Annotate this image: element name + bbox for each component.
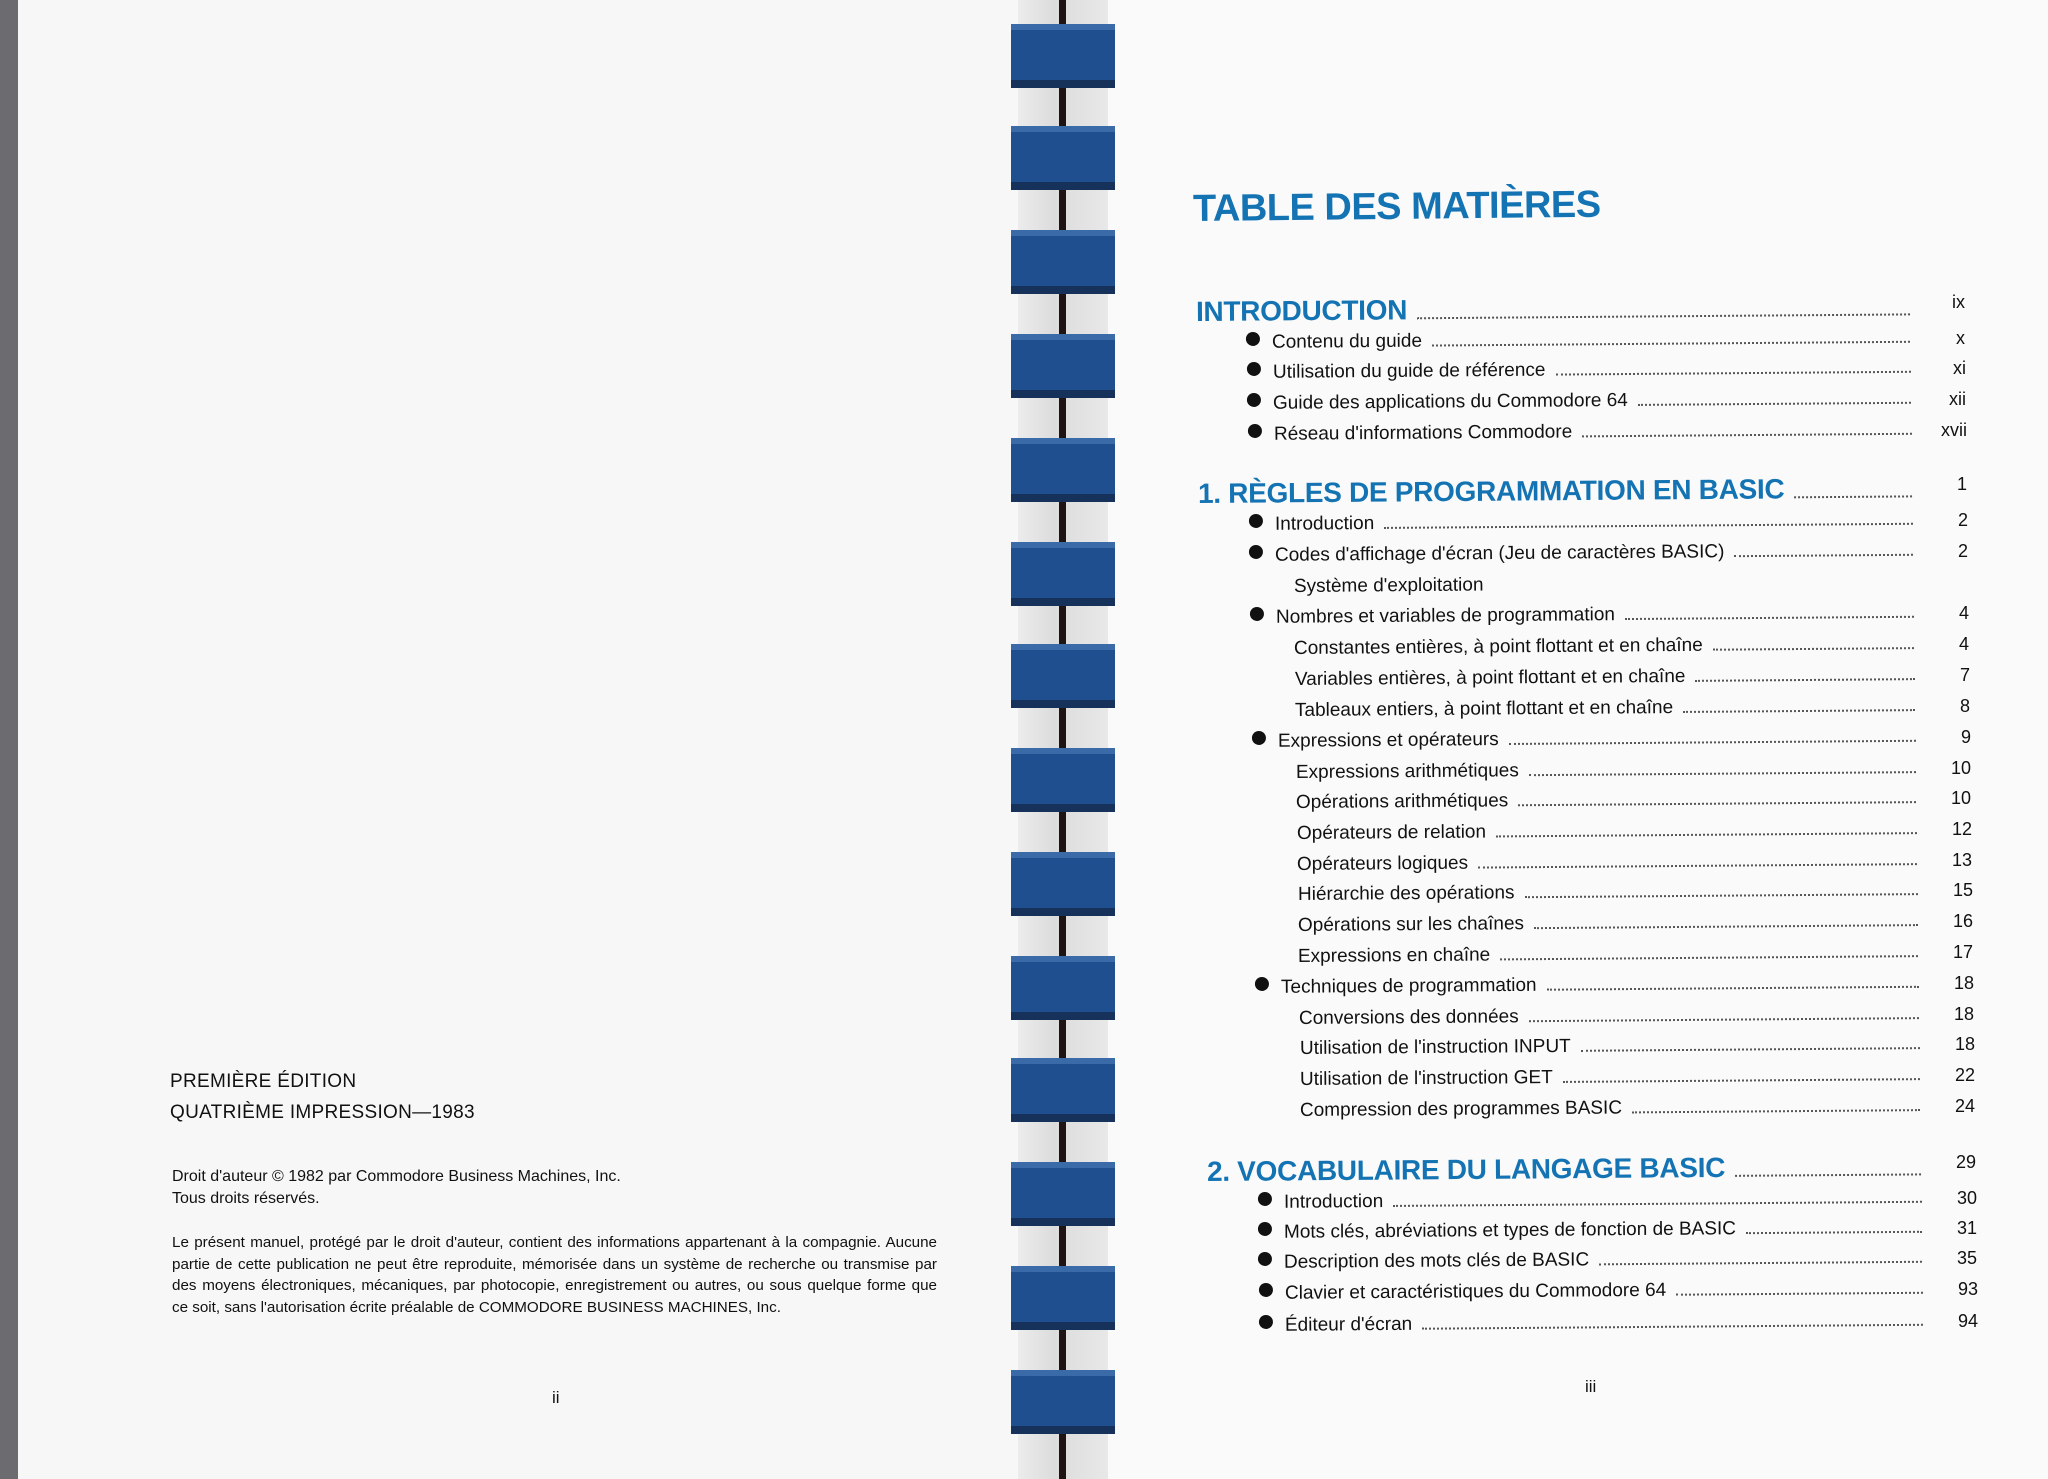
toc-page-number: 16: [1952, 911, 1973, 931]
bullet-icon: [1249, 514, 1263, 528]
toc-entry: [1299, 1003, 1927, 1038]
dot-leader: [1695, 678, 1915, 682]
book-edge: [0, 0, 18, 1479]
binding-ring: [1011, 852, 1115, 908]
printing-label: QUATRIÈME IMPRESSION—1983: [170, 1102, 475, 1123]
toc-entry: [1300, 1095, 1928, 1130]
binding-ring: [1011, 1266, 1115, 1322]
left-page-number: ii: [552, 1388, 560, 1407]
dot-leader: [1534, 924, 1918, 929]
toc-entry: [1247, 388, 1919, 423]
dot-leader: [1547, 986, 1919, 991]
toc-entry: [1298, 879, 1926, 914]
binding-ring-shadow: [1011, 700, 1115, 708]
bullet-icon: [1258, 1192, 1272, 1206]
toc-page-number: 22: [1954, 1065, 1975, 1085]
dot-leader: [1746, 1231, 1922, 1234]
binding-ring: [1011, 230, 1115, 286]
toc-page-number: 1: [1956, 474, 1967, 494]
dot-leader: [1625, 616, 1914, 620]
toc-page-number: 10: [1950, 758, 1971, 778]
dot-leader: [1529, 771, 1916, 776]
bullet-icon: [1247, 362, 1261, 376]
dot-leader: [1494, 587, 1914, 590]
binding-ring-shadow: [1011, 1012, 1115, 1020]
toc-entry-label: Codes d'affichage d'écran (Jeu de caractères BASIC): [1274, 541, 1725, 566]
binding-ring-shadow: [1011, 1322, 1115, 1330]
toc-page-number: 30: [1956, 1188, 1977, 1208]
toc-entry: [1249, 509, 1921, 544]
toc-entry: [1296, 757, 1924, 792]
dot-leader: [1432, 341, 1910, 347]
toc-entry-label: Contenu du guide: [1271, 330, 1423, 353]
bullet-icon: [1250, 607, 1264, 621]
toc-entry-label: Éditeur d'écran: [1284, 1313, 1413, 1336]
toc-page-number: xii: [1949, 389, 1966, 409]
binding-ring-shadow: [1011, 1114, 1115, 1122]
dot-leader: [1683, 709, 1915, 713]
dot-leader: [1638, 402, 1911, 406]
toc-entry-label: Opérateurs logiques: [1296, 852, 1469, 875]
binding-ring-shadow: [1011, 1426, 1115, 1434]
toc-entry-label: INTRODUCTION: [1195, 294, 1408, 327]
toc-page-number: 2: [1957, 510, 1968, 530]
dot-leader: [1478, 863, 1917, 868]
toc-page-number: 17: [1952, 942, 1973, 962]
toc-page-number: 15: [1952, 880, 1973, 900]
copyright-notice: Le présent manuel, protégé par le droit d'auteur, contient des informations appartenant à la compagnie. Aucune partie de cette publication ne peut être reproduite, mémorisée dans un système de recherche ou transmise par des moyens électroniques, mécaniques, par photocopie, enregistrement ou autres, ou sous quelque forme que ce soit, sans l'autorisation écrite préalable de COMMODORE BUSINESS MACHINES, Inc.: [172, 1234, 937, 1316]
binding-ring: [1011, 438, 1115, 494]
binding-ring-shadow: [1011, 390, 1115, 398]
dot-leader: [1581, 1047, 1920, 1052]
bullet-icon: [1252, 731, 1266, 745]
toc-entry-label: Réseau d'informations Commodore: [1273, 421, 1573, 445]
copyright-line: Droit d'auteur © 1982 par Commodore Business Machines, Inc.: [172, 1168, 621, 1185]
toc-entry: [1295, 664, 1923, 699]
toc-section-heading: [1207, 1150, 1929, 1186]
toc-entry-label: Compression des programmes BASIC: [1299, 1097, 1623, 1121]
binding-ring-shadow: [1011, 1218, 1115, 1226]
dot-leader: [1500, 955, 1918, 960]
dot-leader: [1509, 740, 1916, 745]
toc-entry-label: 1. RÈGLES DE PROGRAMMATION EN BASIC: [1197, 473, 1785, 509]
toc-page-number: 18: [1953, 1004, 1974, 1024]
bullet-icon: [1247, 393, 1261, 407]
binding-ring-shadow: [1011, 908, 1115, 916]
toc-entry-label: Expressions en chaîne: [1297, 944, 1491, 967]
toc-section-heading: [1196, 290, 1918, 326]
toc-entry-label: Opérations sur les chaînes: [1297, 913, 1525, 936]
toc-entry: [1297, 818, 1925, 853]
dot-leader: [1713, 647, 1914, 651]
toc-entry: [1298, 941, 1926, 976]
toc-entry-label: Expressions arithmétiques: [1295, 760, 1519, 783]
toc-page-number: 93: [1957, 1279, 1978, 1299]
toc-entry: [1248, 419, 1920, 454]
binding-ring: [1011, 956, 1115, 1012]
bullet-icon: [1258, 1222, 1272, 1236]
edition-label: PREMIÈRE ÉDITION: [170, 1071, 357, 1092]
binding-ring-shadow: [1011, 598, 1115, 606]
toc-entry: [1249, 540, 1921, 575]
bullet-icon: [1259, 1283, 1273, 1297]
binding-ring-shadow: [1011, 80, 1115, 88]
toc-entry-label: Utilisation de l'instruction GET: [1299, 1067, 1553, 1090]
toc-entry-label: Hiérarchie des opérations: [1297, 882, 1515, 905]
toc-entry-label: Techniques de programmation: [1280, 974, 1537, 998]
toc-page-number: 4: [1958, 634, 1969, 654]
toc-page-number: 29: [1955, 1152, 1976, 1172]
bullet-icon: [1248, 424, 1262, 438]
binding-ring-shadow: [1011, 804, 1115, 812]
dot-leader: [1599, 1261, 1922, 1266]
toc-entry-label: Opérations arithmétiques: [1295, 790, 1509, 813]
bullet-icon: [1259, 1315, 1273, 1329]
toc-entry: [1297, 849, 1925, 884]
toc-entry: [1252, 726, 1924, 761]
toc-page-number: 18: [1953, 973, 1974, 993]
toc-entry-label: Description des mots clés de BASIC: [1283, 1249, 1590, 1273]
binding-ring: [1011, 1058, 1115, 1114]
toc-page-number: 13: [1951, 850, 1972, 870]
toc-entry: [1259, 1310, 1931, 1345]
right-page-number: iii: [1585, 1377, 1597, 1396]
toc-page-number: ix: [1952, 292, 1965, 312]
dot-leader: [1676, 1292, 1923, 1296]
toc-page-number: 35: [1956, 1248, 1977, 1268]
toc-entry-label: Utilisation du guide de référence: [1272, 359, 1546, 383]
toc-page-number: 31: [1956, 1218, 1977, 1238]
dot-leader: [1794, 495, 1912, 498]
dot-leader: [1525, 893, 1918, 898]
toc-page-number: 94: [1957, 1311, 1978, 1331]
toc-entry: [1295, 695, 1923, 730]
binding-ring: [1011, 1162, 1115, 1218]
binding-ring: [1011, 334, 1115, 390]
toc-entry-label: Introduction: [1274, 513, 1375, 535]
toc-entry: [1250, 602, 1922, 637]
bullet-icon: [1249, 545, 1263, 559]
dot-leader: [1518, 801, 1916, 806]
toc-section-heading: [1198, 472, 1920, 508]
binding-ring-shadow: [1011, 286, 1115, 294]
toc-entry: [1298, 910, 1926, 945]
binding-ring: [1011, 1370, 1115, 1426]
toc-page-number: 8: [1959, 696, 1970, 716]
toc-entry-label: Utilisation de l'instruction INPUT: [1299, 1035, 1571, 1059]
rights-line: Tous droits réservés.: [172, 1190, 320, 1207]
toc-entry-label: Constantes entières, à point flottant et en chaîne: [1293, 634, 1703, 659]
toc-page-number: 2: [1957, 541, 1968, 561]
toc-page-number: 10: [1950, 788, 1971, 808]
toc-entry-label: Opérateurs de relation: [1296, 821, 1487, 844]
toc-entry: [1294, 633, 1922, 668]
toc-entry-label: 2. VOCABULAIRE DU LANGAGE BASIC: [1206, 1151, 1726, 1187]
dot-leader: [1563, 1078, 1920, 1083]
dot-leader: [1384, 523, 1913, 529]
toc-page-number: xi: [1953, 358, 1966, 378]
toc-entry-label: Nombres et variables de programmation: [1275, 604, 1616, 628]
dot-leader: [1496, 832, 1917, 837]
toc-entry: [1255, 972, 1927, 1007]
binding-ring: [1011, 126, 1115, 182]
binding-spine-line: [1059, 0, 1066, 1479]
toc-entry: [1259, 1278, 1931, 1313]
toc-entry-label: Tableaux entiers, à point flottant et en chaîne: [1294, 697, 1674, 721]
toc-page-number: 18: [1954, 1034, 1975, 1054]
binding-ring: [1011, 748, 1115, 804]
toc-page-number: 12: [1951, 819, 1972, 839]
binding-ring: [1011, 24, 1115, 80]
toc-entry-label: Mots clés, abréviations et types de fonction de BASIC: [1283, 1218, 1737, 1243]
toc-entry-label: Système d'exploitation: [1293, 574, 1484, 597]
toc-entry-label: Guide des applications du Commodore 64: [1272, 390, 1628, 414]
bullet-icon: [1258, 1252, 1272, 1266]
bullet-icon: [1255, 977, 1269, 991]
toc-entry: [1296, 787, 1924, 822]
dot-leader: [1422, 1324, 1923, 1330]
dot-leader: [1632, 1109, 1920, 1113]
toc-entry-label: Introduction: [1283, 1191, 1384, 1213]
toc-entry: [1247, 357, 1919, 392]
toc-title: TABLE DES MATIÈRES: [1192, 183, 1601, 230]
dot-leader: [1555, 371, 1910, 376]
toc-page-number: 9: [1960, 727, 1971, 747]
toc-page-number: 4: [1958, 603, 1969, 623]
toc-page-number: 7: [1959, 665, 1970, 685]
toc-entry: [1258, 1247, 1930, 1282]
toc-entry-label: Conversions des données: [1298, 1006, 1519, 1029]
dot-leader: [1529, 1017, 1919, 1022]
toc-entry: [1294, 571, 1922, 606]
toc-page-number: 24: [1954, 1096, 1975, 1116]
binding-ring: [1011, 644, 1115, 700]
dot-leader: [1417, 313, 1910, 319]
toc-page-number: x: [1956, 328, 1965, 348]
toc-entry-label: Variables entières, à point flottant et en chaîne: [1294, 665, 1686, 690]
toc-entry-label: Clavier et caractéristiques du Commodore 64: [1284, 1279, 1667, 1304]
toc-page-number: xvii: [1941, 420, 1967, 440]
toc-entry: [1300, 1064, 1928, 1099]
dot-leader: [1393, 1201, 1922, 1207]
binding-ring: [1011, 542, 1115, 598]
toc-entry-label: Expressions et opérateurs: [1277, 729, 1499, 752]
dot-leader: [1735, 1173, 1921, 1176]
binding-ring-shadow: [1011, 494, 1115, 502]
bullet-icon: [1246, 332, 1260, 346]
dot-leader: [1734, 554, 1913, 557]
binding-ring-shadow: [1011, 182, 1115, 190]
toc-entry: [1300, 1033, 1928, 1068]
dot-leader: [1582, 433, 1912, 438]
